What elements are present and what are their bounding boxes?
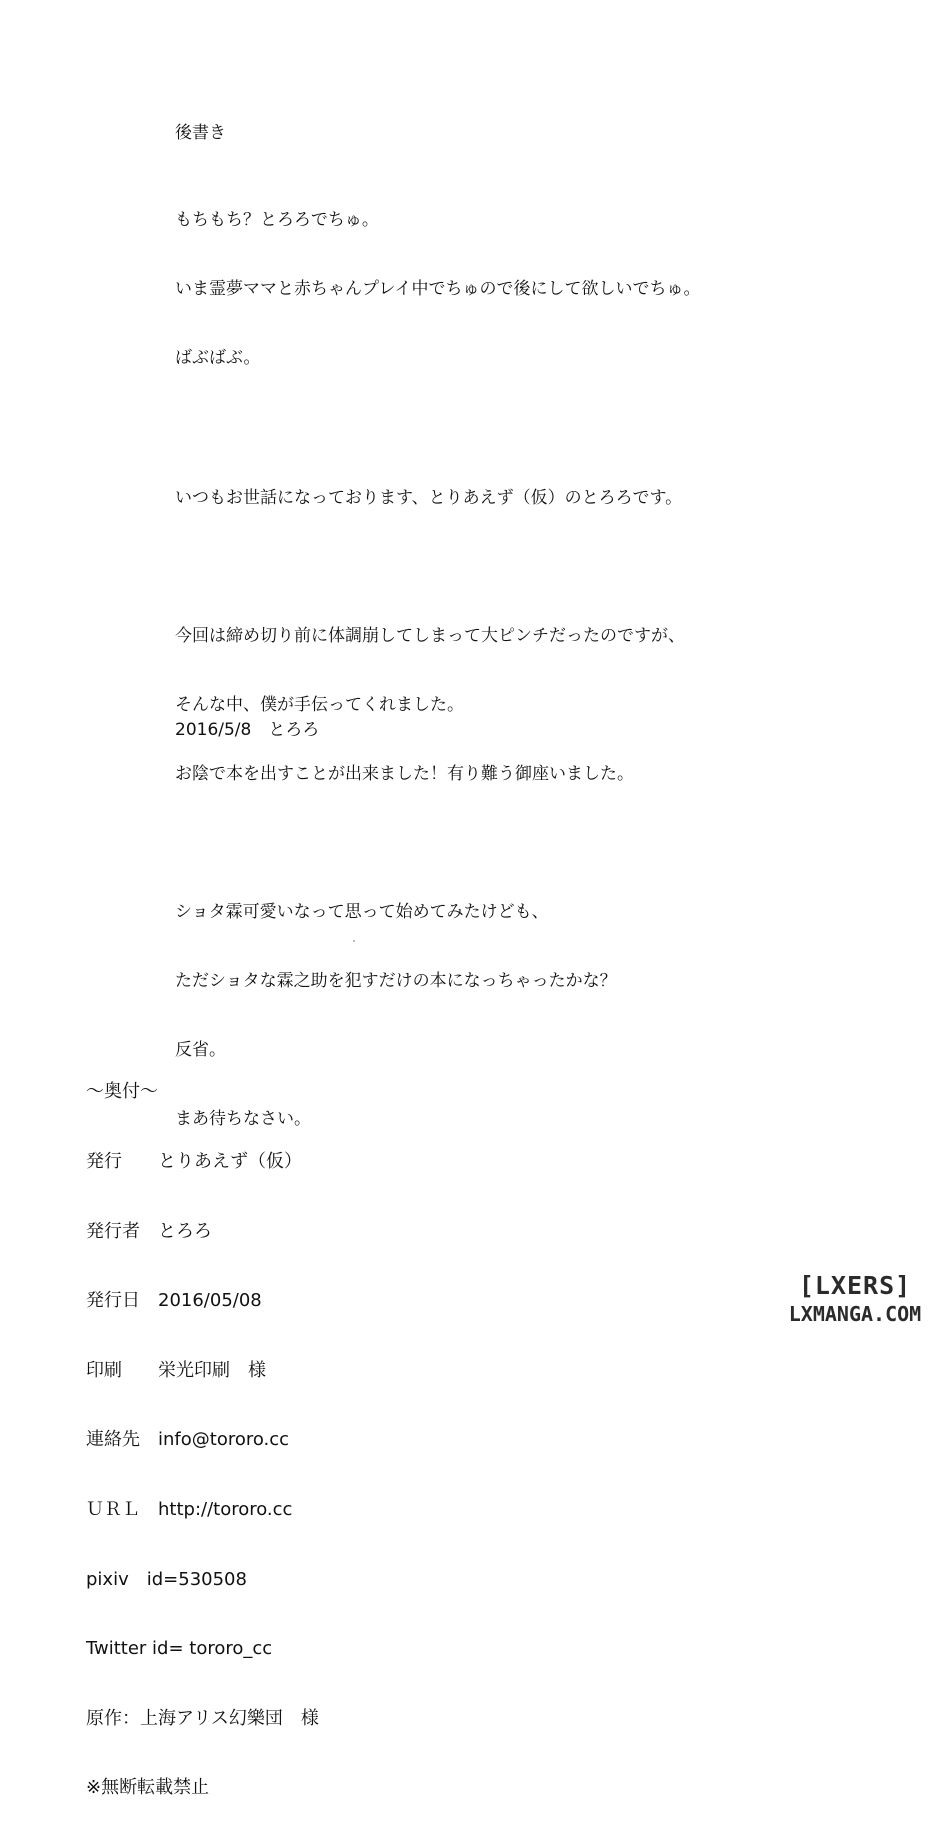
colophon-row-issuer [86, 1220, 319, 1243]
colophon-value: 栄光印刷 様 [158, 1359, 266, 1381]
colophon-label: 発行 [86, 1151, 122, 1172]
stray-dot [353, 940, 355, 942]
colophon-row-date [86, 1289, 319, 1312]
paragraph-gap [175, 832, 685, 855]
colophon-value: とろろ [158, 1220, 212, 1242]
colophon-label: 連絡先 [86, 1429, 140, 1451]
colophon-row-printer [86, 1359, 319, 1382]
colophon-value: とりあえず（仮） [158, 1151, 302, 1172]
colophon-label: 発行日 [86, 1290, 140, 1312]
greeting-line: いま霊夢ママと赤ちゃんプレイ中でちゅので後にして欲しいでちゅ。 [175, 279, 701, 299]
colophon-label: 印刷 [86, 1359, 122, 1381]
afterword-heading: 後書き [175, 123, 226, 143]
colophon-value: http://tororo.cc [158, 1498, 293, 1520]
colophon-value: 2016/05/08 [158, 1290, 262, 1312]
colophon-pixiv: pixiv id=530508 [86, 1568, 247, 1590]
colophon-title: ～奥付～ [86, 1081, 158, 1103]
greeting-line: もちもち？とろろでちゅ。 [175, 210, 379, 230]
colophon-label: 発行者 [86, 1220, 140, 1242]
greeting-line: ばぶばぶ。 [175, 348, 261, 368]
colophon-notice: ※無断転載禁止 [86, 1777, 210, 1799]
paragraph-gap [175, 556, 685, 579]
watermark-domain: LXMANGA.COM [788, 1302, 922, 1326]
colophon-twitter: Twitter id= tororo_cc [86, 1638, 273, 1660]
watermark-group: [LXERS] [798, 1271, 912, 1300]
colophon-label: ＵＲＬ [86, 1498, 140, 1520]
colophon-row-url [86, 1498, 319, 1521]
colophon-original-work: 原作：上海アリス幻樂団 様 [86, 1707, 319, 1729]
message-line: いつもお世話になっております、とりあえず（仮）のとろろです。 [175, 488, 683, 508]
colophon-row-publisher [86, 1150, 319, 1173]
message-line: お陰で本を出すことが出来ました！有り難う御座いました。 [175, 764, 634, 784]
colophon [86, 1034, 319, 1823]
colophon-row-contact [86, 1428, 319, 1451]
greeting-block [175, 163, 700, 393]
message-line: ショタ霖可愛いなって思って始めてみたけども、 [175, 902, 549, 922]
message-line: ただショタな霖之助を犯すだけの本になっちゃったかな？ [175, 971, 617, 991]
colophon-value: info@tororo.cc [158, 1429, 290, 1451]
message-line: 反省。 [175, 1040, 226, 1060]
signature-date: 2016/5/8 とろろ [175, 720, 320, 740]
message-line: そんな中、僕が手伝ってくれました。 [175, 695, 464, 715]
site-watermark [771, 1271, 939, 1327]
message-line: 今回は締め切り前に体調崩してしまって大ピンチだったのですが、 [175, 626, 685, 646]
message-line: まあ待ちなさい。 [175, 1109, 311, 1129]
